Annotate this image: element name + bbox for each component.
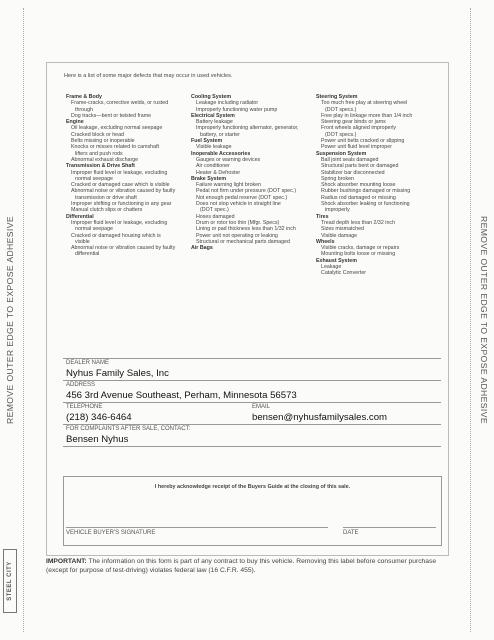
defect-item: Improperly functioning water pump	[196, 106, 278, 113]
defect-category-heading: Engine	[66, 119, 84, 126]
defect-category-heading: Transmission & Drive Shaft	[66, 163, 135, 170]
defect-item: Hoses damaged	[196, 213, 235, 220]
telephone-label: TELEPHONE	[66, 404, 103, 410]
divider	[63, 402, 441, 403]
defect-item: Improper fluid level or leakage, excluding	[71, 169, 168, 176]
defect-item: Leakage including radiator	[196, 100, 259, 107]
defect-item: Drum or rotor too thin (Mfgr. Specs)	[196, 219, 280, 226]
defect-item: Failure warning light broken	[196, 182, 262, 189]
defect-category-heading: Brake System	[191, 175, 227, 182]
divider	[63, 424, 441, 425]
divider	[63, 446, 441, 447]
defect-item: Air conditioner	[196, 163, 230, 170]
defect-item: Visible leakage	[196, 144, 232, 151]
defect-item: Does not stop vehicle in straight line	[196, 201, 281, 208]
defect-item: Abnormal noise or vibration caused by faulty	[71, 188, 176, 195]
defect-item: Power unit fluid level improper	[321, 144, 392, 151]
defect-item: battery, or starter	[200, 131, 240, 138]
defect-category-heading: Wheels	[316, 238, 335, 245]
defects-column-1	[66, 94, 175, 258]
defect-item: Not enough pedal reserve (DOT spec.)	[196, 194, 288, 201]
date-label: DATE	[343, 530, 359, 536]
defect-category-heading: Exhaust System	[316, 257, 357, 264]
defect-category-heading: Electrical System	[191, 112, 235, 119]
defect-category-heading: Fuel System	[191, 138, 223, 145]
defect-item: Power unit belts cracked or slipping	[321, 138, 405, 145]
complaints-contact-label: FOR COMPLAINTS AFTER SALE, CONTACT:	[66, 426, 191, 432]
defect-item: Spring broken	[321, 175, 354, 182]
defect-item: Free play in linkage more than 1/4 inch	[321, 112, 413, 119]
defect-category-heading: Suspension System	[316, 150, 367, 157]
defect-category-heading: Differential	[66, 213, 94, 220]
defect-item: differential	[75, 251, 100, 258]
defect-category-heading: Air Bags	[191, 245, 213, 252]
defect-item: Frame-cracks, corrective welds, or rusted	[71, 100, 169, 107]
defect-item: transmission or drive shaft	[75, 194, 137, 201]
defect-item: Manual clutch slips or chatters	[71, 207, 143, 214]
defect-item: Cracked or damaged housing which is	[71, 232, 161, 239]
defect-item: Lining or pad thickness less than 1/32 inch	[196, 226, 296, 233]
defect-item: Power unit not operating or leaking	[196, 232, 278, 239]
defects-intro: Here is a list of some major defects that may occur in used vehicles.	[64, 73, 233, 79]
defect-item: Improperly functioning alternator, generator,	[196, 125, 299, 132]
defect-category-heading: Cooling System	[191, 94, 232, 100]
defect-item: Cracked block or head	[71, 131, 124, 138]
defect-item: Shock absorber mounting loose	[321, 182, 396, 189]
signature-label: VEHICLE BUYER'S SIGNATURE	[66, 530, 156, 536]
defect-item: Tread depth less than 2/32 inch	[321, 219, 396, 226]
dealer-telephone: (218) 346-6464	[66, 412, 132, 423]
defect-item: (DOT spec.)	[200, 207, 229, 214]
defect-item: Belts missing or inoperable	[71, 138, 135, 145]
defect-item: visible	[75, 238, 90, 245]
defect-item: Dog tracks—bent or twisted frame	[71, 112, 152, 119]
dealer-email: bensen@nyhusfamilysales.com	[252, 412, 388, 423]
defect-item: Sizes mismatched	[321, 226, 364, 233]
divider	[63, 358, 441, 359]
defect-item: Shock absorber leaking or functioning	[321, 201, 410, 208]
important-label: IMPORTANT:	[46, 558, 87, 565]
defect-item: Catalytic Converter	[321, 270, 367, 277]
defect-item: normal seepage	[75, 226, 113, 233]
important-text: The information on this form is part of any contract to buy this vehicle. Removing this label before consumer purchase (except for purpose of test-driving) violates federal law (16 C.F.R. 455).	[46, 558, 437, 574]
defect-item: Abnormal noise or vibration caused by faulty	[71, 245, 176, 252]
defect-item: Visible cracks, damage or repairs	[321, 245, 400, 252]
defect-item: Structural or mechanical parts damaged	[196, 238, 290, 245]
divider	[63, 380, 441, 381]
dealer-name-label: DEALER NAME	[66, 360, 110, 366]
acknowledgement-text: I hereby acknowledge receipt of the Buyers Guide at the closing of this sale.	[154, 484, 351, 490]
defect-item: Cracked or damaged case which is visible	[71, 182, 170, 189]
defect-item: (DOT specs.)	[325, 106, 357, 113]
signature-line[interactable]	[66, 527, 328, 528]
dealer-name: Nyhus Family Sales, Inc	[66, 368, 169, 379]
defect-item: Steering gear binds or jams	[321, 119, 386, 126]
dealer-address: 456 3rd Avenue Southeast, Perham, Minnesota 56573	[66, 390, 297, 401]
defect-item: Front wheels aligned improperly	[321, 125, 397, 132]
defect-item: Improper shifting or functioning in any gear	[71, 201, 172, 208]
defect-item: normal seepage	[75, 175, 113, 182]
left-edge-instruction: REMOVE OUTER EDGE TO EXPOSE ADHESIVE	[5, 216, 15, 424]
defect-item: Visible damage	[321, 232, 358, 239]
defect-item: improperly	[325, 207, 350, 214]
defect-item: Gauges or warning devices	[196, 156, 261, 163]
defect-category-heading: Steering System	[316, 94, 358, 100]
defect-category-heading: Inoperable Accessories	[191, 150, 251, 157]
address-label: ADDRESS	[66, 382, 96, 388]
defect-item: (DOT specs.)	[325, 131, 357, 138]
defect-item: Improper fluid level or leakage, excluding	[71, 219, 168, 226]
email-label: EMAIL	[252, 404, 271, 410]
defect-item: Mounting bolts loose or missing	[321, 251, 396, 258]
defect-item: Heater & Defroster	[196, 169, 241, 176]
defect-item: Structural parts bent or damaged	[321, 163, 399, 170]
defect-item: Too much free play at steering wheel	[321, 100, 408, 107]
defect-item: Rubber bushings damaged or missing	[321, 188, 411, 195]
right-perforation-line	[470, 8, 471, 632]
defect-category-heading: Tires	[316, 213, 329, 220]
defect-item: Leakage	[321, 264, 342, 271]
date-line[interactable]	[343, 527, 436, 528]
defect-item: Pedal not firm under pressure (DOT spec.)	[196, 188, 296, 195]
defects-column-3	[316, 94, 412, 277]
defect-item: Stabilizer bar disconnected	[321, 169, 385, 176]
defect-item: Oil leakage, excluding normal seepage	[71, 125, 163, 132]
defect-item: through	[75, 106, 93, 113]
defect-category-heading: Frame & Body	[66, 94, 102, 100]
defect-item: Abnormal exhaust discharge	[71, 156, 139, 163]
defect-item: Radius rod damaged or missing	[321, 194, 396, 201]
defect-item: Knocks or misses related to camshaft	[71, 144, 160, 151]
defects-column-2	[191, 94, 298, 251]
important-notice	[46, 557, 446, 575]
right-edge-instruction: REMOVE OUTER EDGE TO EXPOSE ADHESIVE	[479, 216, 489, 424]
defect-item: Ball joint seals damaged	[321, 156, 379, 163]
brand-logo: STEEL CITY	[3, 549, 17, 613]
defect-item: Battery leakage	[196, 119, 233, 126]
defect-item: lifters and push rods	[75, 150, 123, 157]
left-perforation-line	[23, 8, 24, 632]
complaints-contact: Bensen Nyhus	[66, 434, 129, 445]
